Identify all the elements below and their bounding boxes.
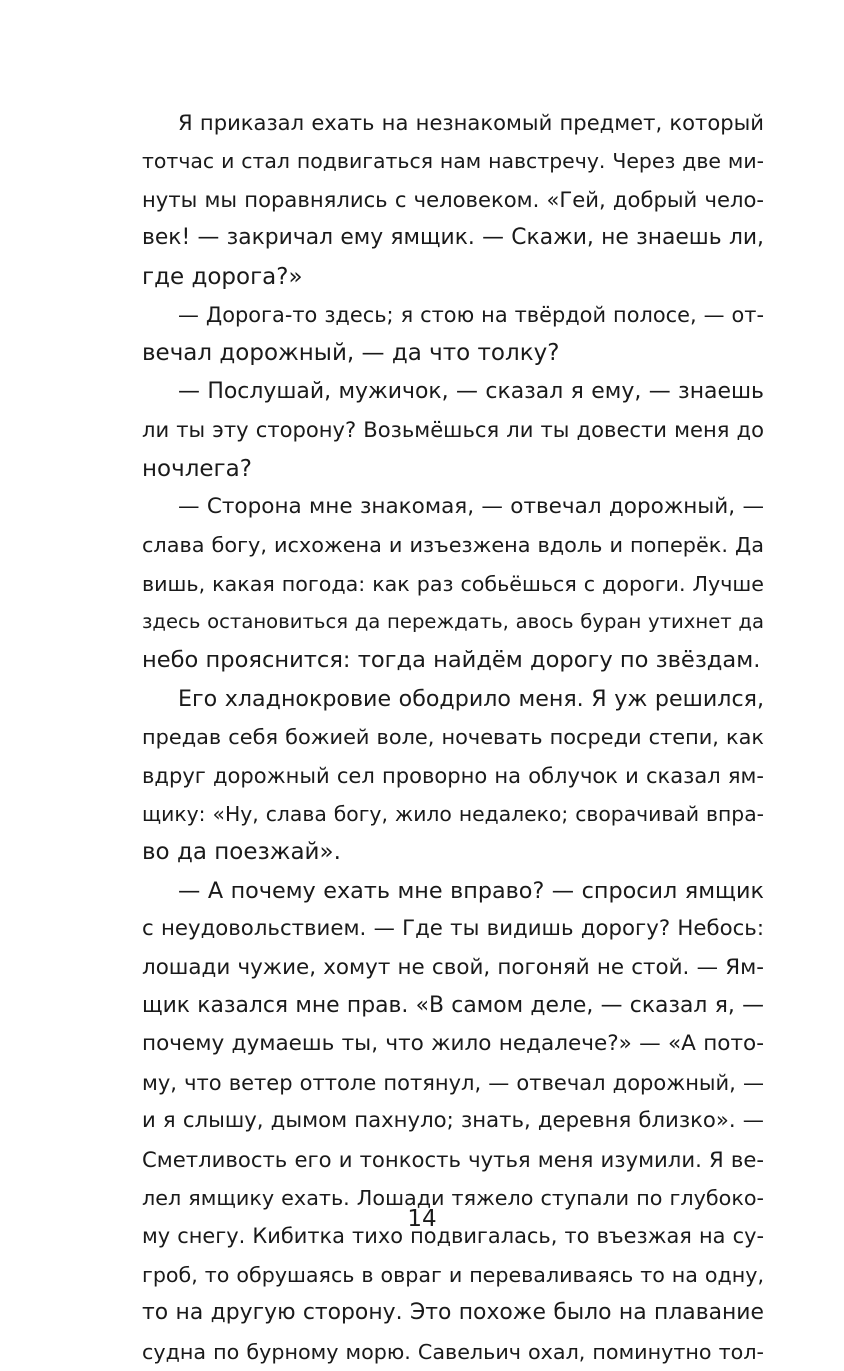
text-line: — Послушай, мужичок, — сказал я ему, — знаешь <box>178 378 764 404</box>
text-line: тотчас и стал подвигаться нам навстречу. Через две ми- <box>142 149 764 174</box>
text-line: лошади чужие, хомут не свой, погоняй не стой. — Ям- <box>142 954 764 980</box>
text-line: лел ямщику ехать. Лошади тяжело ступали по глубоко- <box>142 1185 764 1210</box>
text-line: Сметливость его и тонкость чутья меня изумили. Я ве- <box>142 1146 764 1172</box>
text-line: вдруг дорожный сел проворно на облучок и сказал ям- <box>142 762 764 788</box>
text-line: во да поезжай». <box>142 839 341 866</box>
text-line: то на другую сторону. Это похоже было на плавание <box>142 1300 764 1326</box>
text-line: предав себя божией воле, ночевать посреди степи, как <box>142 725 764 750</box>
text-line: слава богу, исхожена и изъезжена вдоль и поперёк. Да <box>142 533 764 558</box>
text-line: щик казался мне прав. «В самом деле, — сказал я, — <box>142 992 764 1018</box>
text-line: ли ты эту сторону? Возьмёшься ли ты довести меня до <box>142 417 764 443</box>
text-line: и я слышу, дымом пахнуло; знать, деревня близко». — <box>142 1108 764 1134</box>
text-line: Я приказал ехать на незнакомый предмет, который <box>178 110 764 135</box>
text-line: с неудовольствием. — Где ты видишь дорогу? Небось: <box>142 916 764 942</box>
text-line: вечал дорожный, — да что толку? <box>142 340 560 367</box>
text-line: нуты мы поравнялись с человеком. «Гей, добрый чело- <box>142 186 764 212</box>
text-line: вишь, какая погода: как раз собьёшься с дороги. Лучше <box>142 571 764 596</box>
text-line: небо прояснится: тогда найдём дорогу по звёздам. <box>142 647 761 674</box>
text-line: почему думаешь ты, что жило недалече?» — «А пото- <box>142 1031 764 1057</box>
body-text <box>142 104 764 1371</box>
text-line: щику: «Ну, слава богу, жило недалеко; сворачивай впра- <box>142 802 764 827</box>
text-line: — Сторона мне знакомая, — отвечал дорожный, — <box>178 493 764 519</box>
text-line: ночлега? <box>142 455 252 482</box>
text-line: Его хладнокровие ободрило меня. Я уж решился, <box>178 685 764 712</box>
text-line: му снегу. Кибитка тихо подвигалась, то въезжая на су- <box>142 1224 764 1249</box>
text-line: гроб, то обрушаясь в овраг и переваливаясь то на одну, <box>142 1262 764 1287</box>
text-line: здесь остановиться да переждать, авось буран утихнет да <box>142 610 764 634</box>
text-line: — А почему ехать мне вправо? — спросил ямщик <box>178 877 764 904</box>
text-line: судна по бурному морю. Савельич охал, поминутно тол- <box>142 1339 764 1364</box>
text-line: век! — закричал ему ямщик. — Скажи, не знаешь ли, <box>142 225 764 251</box>
text-line: му, что ветер оттоле потянул, — отвечал дорожный, — <box>142 1069 764 1095</box>
page-number: 14 <box>407 1206 437 1232</box>
text-line: — Дорога-то здесь; я стою на твёрдой полосе, — от- <box>178 302 764 327</box>
text-line: где дорога?» <box>142 263 303 290</box>
